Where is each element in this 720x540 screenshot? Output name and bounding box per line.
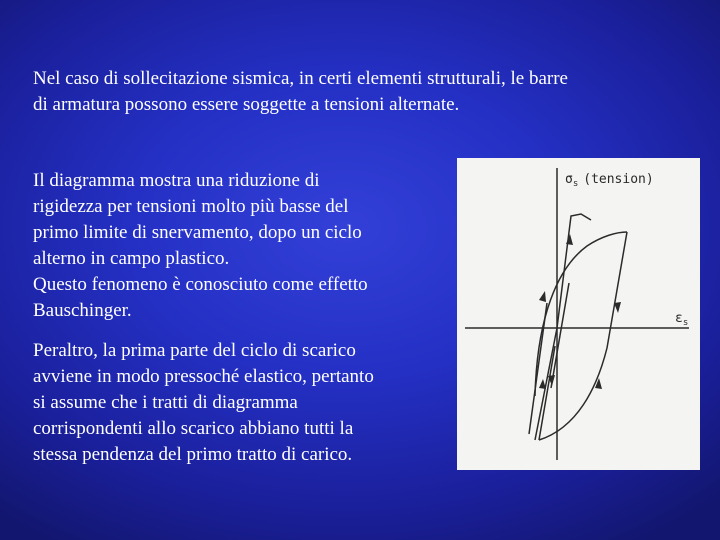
outer-ascending-line <box>529 303 547 434</box>
hysteresis-svg <box>457 158 700 470</box>
unloading-paragraph: Peraltro, la prima parte del ciclo di scarico avviene in modo pressoché elastico, pertanto si assume che i tratti di diagramma corrispondenti allo scarico abbiano tutti la stessa pendenza del primo tratto di carico. <box>33 340 374 465</box>
y-axis-label: (tension) <box>583 172 654 187</box>
y-axis-subscript: s <box>572 179 579 189</box>
intro-text: Nel caso di sollecitazione sismica, in certi elementi strutturali, le barre di armatura possono essere soggette a tensioni alternate. <box>33 68 568 115</box>
svg-text:εs <box>675 311 688 328</box>
hysteresis-diagram <box>457 158 700 470</box>
arrow-unloading <box>614 302 621 313</box>
left-descending-line <box>535 328 557 440</box>
x-axis-symbol: ε <box>675 311 683 326</box>
x-axis-subscript: s <box>682 318 689 328</box>
initial-loading-curve <box>557 214 591 328</box>
y-axis-symbol: σ <box>565 172 573 187</box>
arrow-left-ascending <box>539 379 546 389</box>
unloading-line-top <box>607 232 627 348</box>
lower-branch-curve <box>539 348 607 440</box>
left-ascending-line <box>539 346 555 440</box>
arrow-loading <box>566 234 573 245</box>
arrow-upper-branch <box>539 291 546 302</box>
bauschinger-paragraph: Il diagramma mostra una riduzione di rigidezza per tensioni molto più basse del primo limite di snervamento, dopo un ciclo alterno in campo plastico. Questo fenomeno è conosciuto come effetto Bauschinger. <box>33 170 368 321</box>
svg-text:σs(tension) <box>565 172 654 189</box>
